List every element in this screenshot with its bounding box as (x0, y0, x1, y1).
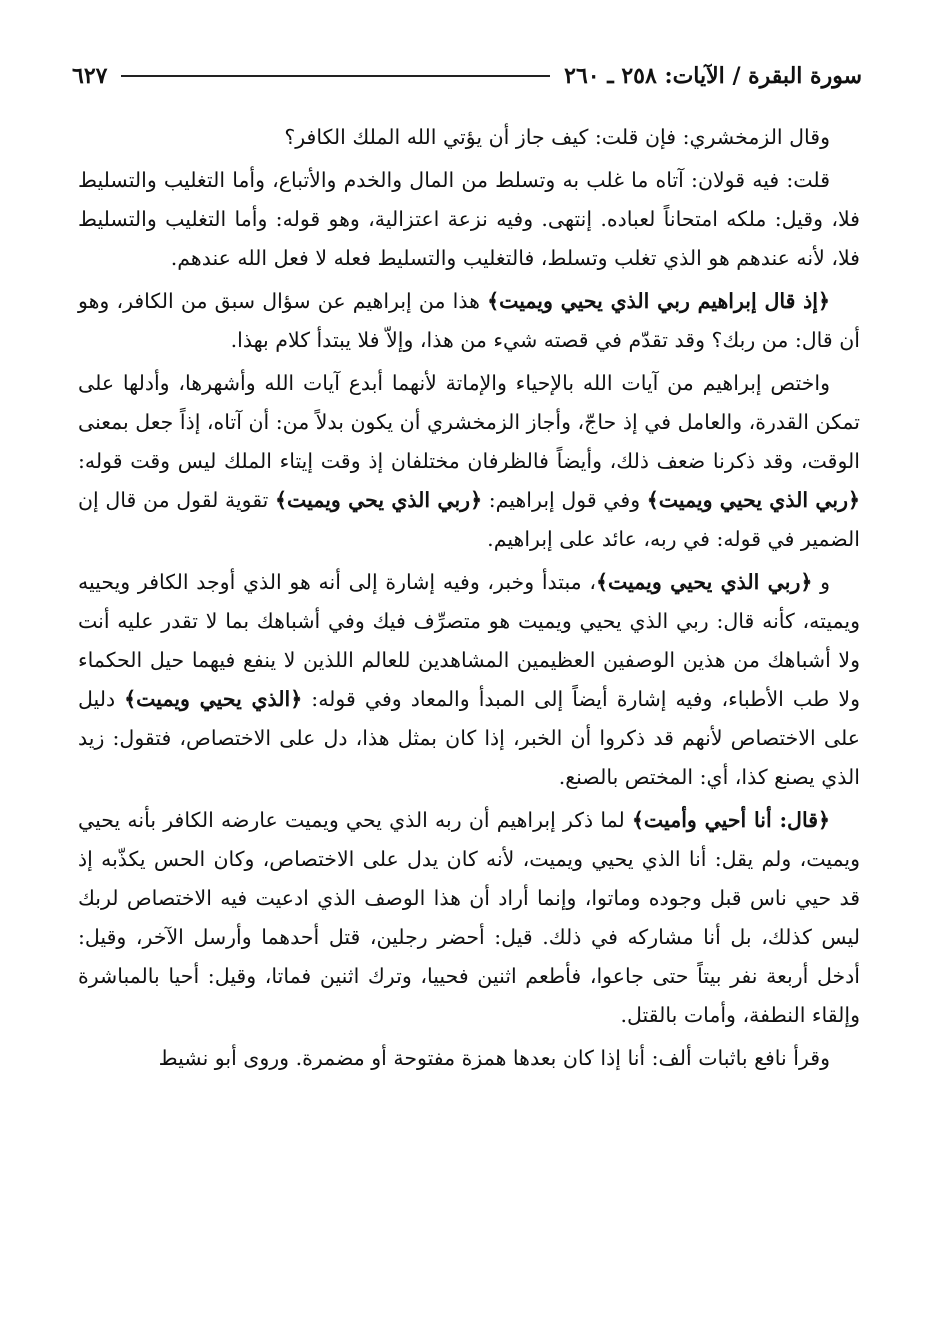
text-run: تقوية لقول من قال إن الضمير في قوله: في ربه، عائد على إبراهيم. (78, 488, 860, 551)
quran-quote: ﴿الذي يحيي ويميت﴾ (124, 687, 303, 711)
text-run: دليل على الاختصاص لأنهم قد ذكروا أن الخبر، إذا كان بمثل هذا، دل على الاختصاص، فتقول: زيد الذي يصنع كذا، أي: المختص بالصنع. (78, 687, 860, 789)
paragraph (78, 563, 860, 797)
paragraph (78, 801, 860, 1035)
paragraph (78, 118, 860, 157)
page-number: ٦٢٧ (72, 63, 108, 89)
text-run: ، مبتدأ وخبر، وفيه إشارة إلى أنه هو الذي أوجد الكافر ويحييه ويميته، كأنه قال: ربي الذي يحيي ويميت هو متصرِّف فيك وفي أشباهك بما لا تقدر عليه أنت ولا أشباهك من هذين الوصفين العظيمين المشاهدين للعالم اللذين لا ينفع فيهما حيل الحكماء ولا طب الأطباء، وفيه إشارة أيضاً إلى المبدأ والمعاد وفي قوله: (78, 570, 860, 711)
main-text (78, 118, 860, 1078)
paragraph (78, 1039, 860, 1078)
text-run: قلت: فيه قولان: آتاه ما غلب به وتسلط من المال والخدم والأتباع، وأما التغليب والتسليط فلا، وقيل: ملكه امتحاناً لعباده. إنتهى. وفيه نزعة اعتزالية، وهو قوله: وأما التغليب والتسليط فلا، لأنه عندهم هو الذي تغلب وتسلط، فالتغليب والتسليط فعله لا فعل الله عندهم. (78, 168, 860, 270)
quran-quote: ﴿إذ قال إبراهيم ربي الذي يحيي ويميت﴾ (487, 289, 830, 313)
quran-quote: ﴿ربي الذي يحيي ويميت﴾ (646, 488, 861, 512)
paragraph (78, 161, 860, 278)
text-run: وفي قول إبراهيم: (482, 488, 647, 512)
paragraph (78, 282, 860, 360)
text-run: لما ذكر إبراهيم أن ربه الذي يحي ويميت عارضه الكافر بأنه يحيي ويميت، ولم يقل: أنا الذي يحيي ويميت، لأنه كان يدل على الاختصاص، وكان الحس يكذّبه إذ قد حيي ناس قبل وجوده وماتوا، وإنما أراد أن هذا الوصف الذي ادعيت فيه الاختصاص لربك ليس كذلك، بل أنا مشاركه في ذلك. قيل: أحضر رجلين، قتل أحدهما وأرسل الآخر، وقيل: أدخل أربعة نفر بيتاً حتى جاعوا، فأطعم اثنين فحييا، وترك اثنين فماتا، وقيل: أحيا بالمباشرة وإلقاء النطفة، وأمات بالقتل. (78, 808, 860, 1027)
quran-quote: ﴿ربي الذي يحيي ويميت﴾ (595, 570, 813, 594)
quran-quote: ﴿ربي الذي يحي ويميت﴾ (275, 488, 483, 512)
text-run: وقرأ نافع باثبات ألف: أنا إذا كان بعدها همزة مفتوحة أو مضمرة. وروى أبو نشيط (158, 1046, 830, 1070)
text-run: واختص إبراهيم من آيات الله بالإحياء والإماتة لأنهما أبدع آيات الله وأشهرها، وأدلها على تمكن القدرة، والعامل في إذ حاجّ، وأجاز الزمخشري أن يكون بدلاً من: أن آتاه، إذاً جعل بمعنى الوقت، وقد ذكرنا ضعف ذلك، وأيضاً فالظرفان مختلفان إذ وقت إيتاء الملك ليس وقت قوله: (78, 371, 860, 473)
quran-quote: ﴿قال: أنا أحيي وأميت﴾ (631, 808, 830, 832)
running-header (72, 56, 862, 96)
surah-title: سورة البقرة / الآيات: ٢٥٨ ـ ٢٦٠ (564, 63, 862, 89)
paragraph (78, 364, 860, 559)
text-run: و (812, 570, 830, 594)
header-rule (121, 75, 550, 77)
text-run: وقال الزمخشري: فإن قلت: كيف جاز أن يؤتي الله الملك الكافر؟ (284, 125, 830, 149)
text-run: هذا من إبراهيم عن سؤال سبق من الكافر، وهو أن قال: من ربك؟ وقد تقدّم في قصته شيء من هذا، وإلاّ فلا يبتدأ كلام بهذا. (78, 289, 860, 352)
